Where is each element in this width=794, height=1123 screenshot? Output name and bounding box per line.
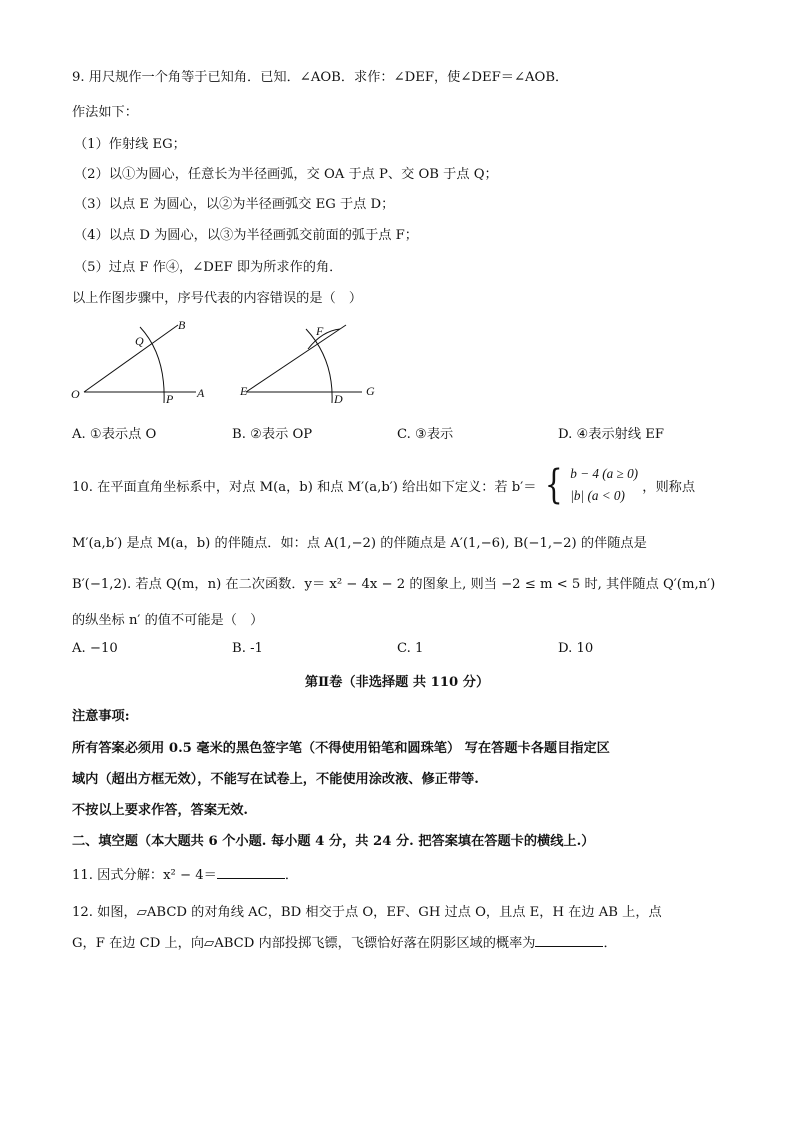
piecewise-case-2: |b| (a < 0) [570,488,625,503]
notice-line-2: 域内（超出方框无效），不能写在试卷上，不能使用涂改液、修正带等. [72,772,479,787]
fig2-label-f: F [316,324,324,338]
piecewise-cases [570,463,638,507]
q9-step-1: （1）作射线 EG； [74,137,186,152]
section-2-title: 第Ⅱ卷（非选择题 共 110 分） [304,675,490,690]
q10-option-c[interactable]: C. 1 [397,641,424,656]
q10-definition-text: 10. 在平面直角坐标系中，对点 M(a，b) 和点 M′(a,b′) 给出如下定义：若 b′＝ [72,479,537,495]
q11-answer-blank[interactable] [217,866,285,879]
q9-step-5: （5）过点 F 作④，∠DEF 即为所求作的角． [74,260,343,275]
q12-line-1: 12. 如图，▱ABCD 的对角线 AC，BD 相交于点 O，EF、GH 过点 O，且点 E，H 在边 AB 上，点 [72,905,662,920]
q12-text: G，F 在边 CD 上，向▱ABCD 内部投掷飞镖，飞镖恰好落在阴影区域的概率为 [72,936,536,951]
q9-method-label: 作法如下： [72,105,138,120]
q9-question: 以上作图步骤中，序号代表的内容错误的是（ ） [72,291,363,306]
piecewise-case-1: b − 4 (a ≥ 0) [570,466,639,481]
q10-line-2: M′(a,b′) 是点 M(a，b) 的伴随点．如：点 A(1,−2) 的伴随点是 A′(1,−6), B(−1,−2) 的伴随点是 [72,536,647,551]
q9-option-a[interactable]: A. ①表示点 O [72,427,157,442]
q9-step-2: （2）以①为圆心，任意长为半径画弧，交 OA 于点 P、交 OB 于点 Q； [74,167,498,182]
fig1-label-a: A [197,386,205,400]
q9-figures [60,315,400,415]
q12-answer-blank[interactable] [535,934,603,947]
q9-stem: 9. 用尺规作一个角等于已知角．已知．∠AOB．求作：∠DEF，使∠DEF＝∠AOB． [72,70,569,85]
q11-end: ． [284,868,299,883]
fill-in-heading: 二、填空题（本大题共 6 个小题. 每小题 4 分，共 24 分. 把答案填在答题卡的横线上.） [72,834,595,849]
q10-option-b[interactable]: B. -1 [232,641,263,656]
q10-line-4: 的纵坐标 n′ 的值不可能是（ ） [72,613,264,628]
q9-step-4: （4）以点 D 为圆心，以③为半径画弧交前面的弧于点 F； [74,228,418,243]
q10-line-3: B′(−1,2). 若点 Q(m，n) 在二次函数．y＝ x² − 4x − 2 的图象上, 则当 −2 ≤ m < 5 时, 其伴随点 Q′(m,n′) [72,577,716,592]
fig1-label-b: B [178,318,186,332]
fig2-label-e: E [240,384,248,398]
q12-line-2 [72,932,617,951]
q10-line-1 [72,463,695,511]
q11 [72,864,298,883]
q12-end: ． [603,936,617,951]
q9-step-3: （3）以点 E 为圆心，以②为半径画弧交 EG 于点 D； [74,197,395,212]
q10-option-d[interactable]: D. 10 [558,641,594,656]
fig1-label-q: Q [135,334,144,348]
piecewise-brace: { [544,462,563,508]
q10-definition-end: ，则称点 [642,479,696,495]
notice-heading: 注意事项: [72,709,130,724]
fig1-label-o: O [71,387,80,401]
q9-option-d[interactable]: D. ④表示射线 EF [558,427,665,442]
q10-option-a[interactable]: A. −10 [72,641,118,656]
q11-text: 11. 因式分解：x² − 4＝ [72,868,217,883]
fig2-label-g: G [366,384,375,398]
q9-option-c[interactable]: C. ③表示 [397,427,454,442]
notice-line-1: 所有答案必须用 0.5 毫米的黑色签字笔（不得使用铅笔和圆珠笔） 写在答题卡各题目指定区 [72,741,610,756]
fig2-label-d: D [334,392,343,406]
q9-option-b[interactable]: B. ②表示 OP [232,427,313,442]
notice-line-3: 不按以上要求作答，答案无效. [72,803,249,818]
fig1-label-p: P [166,392,174,406]
